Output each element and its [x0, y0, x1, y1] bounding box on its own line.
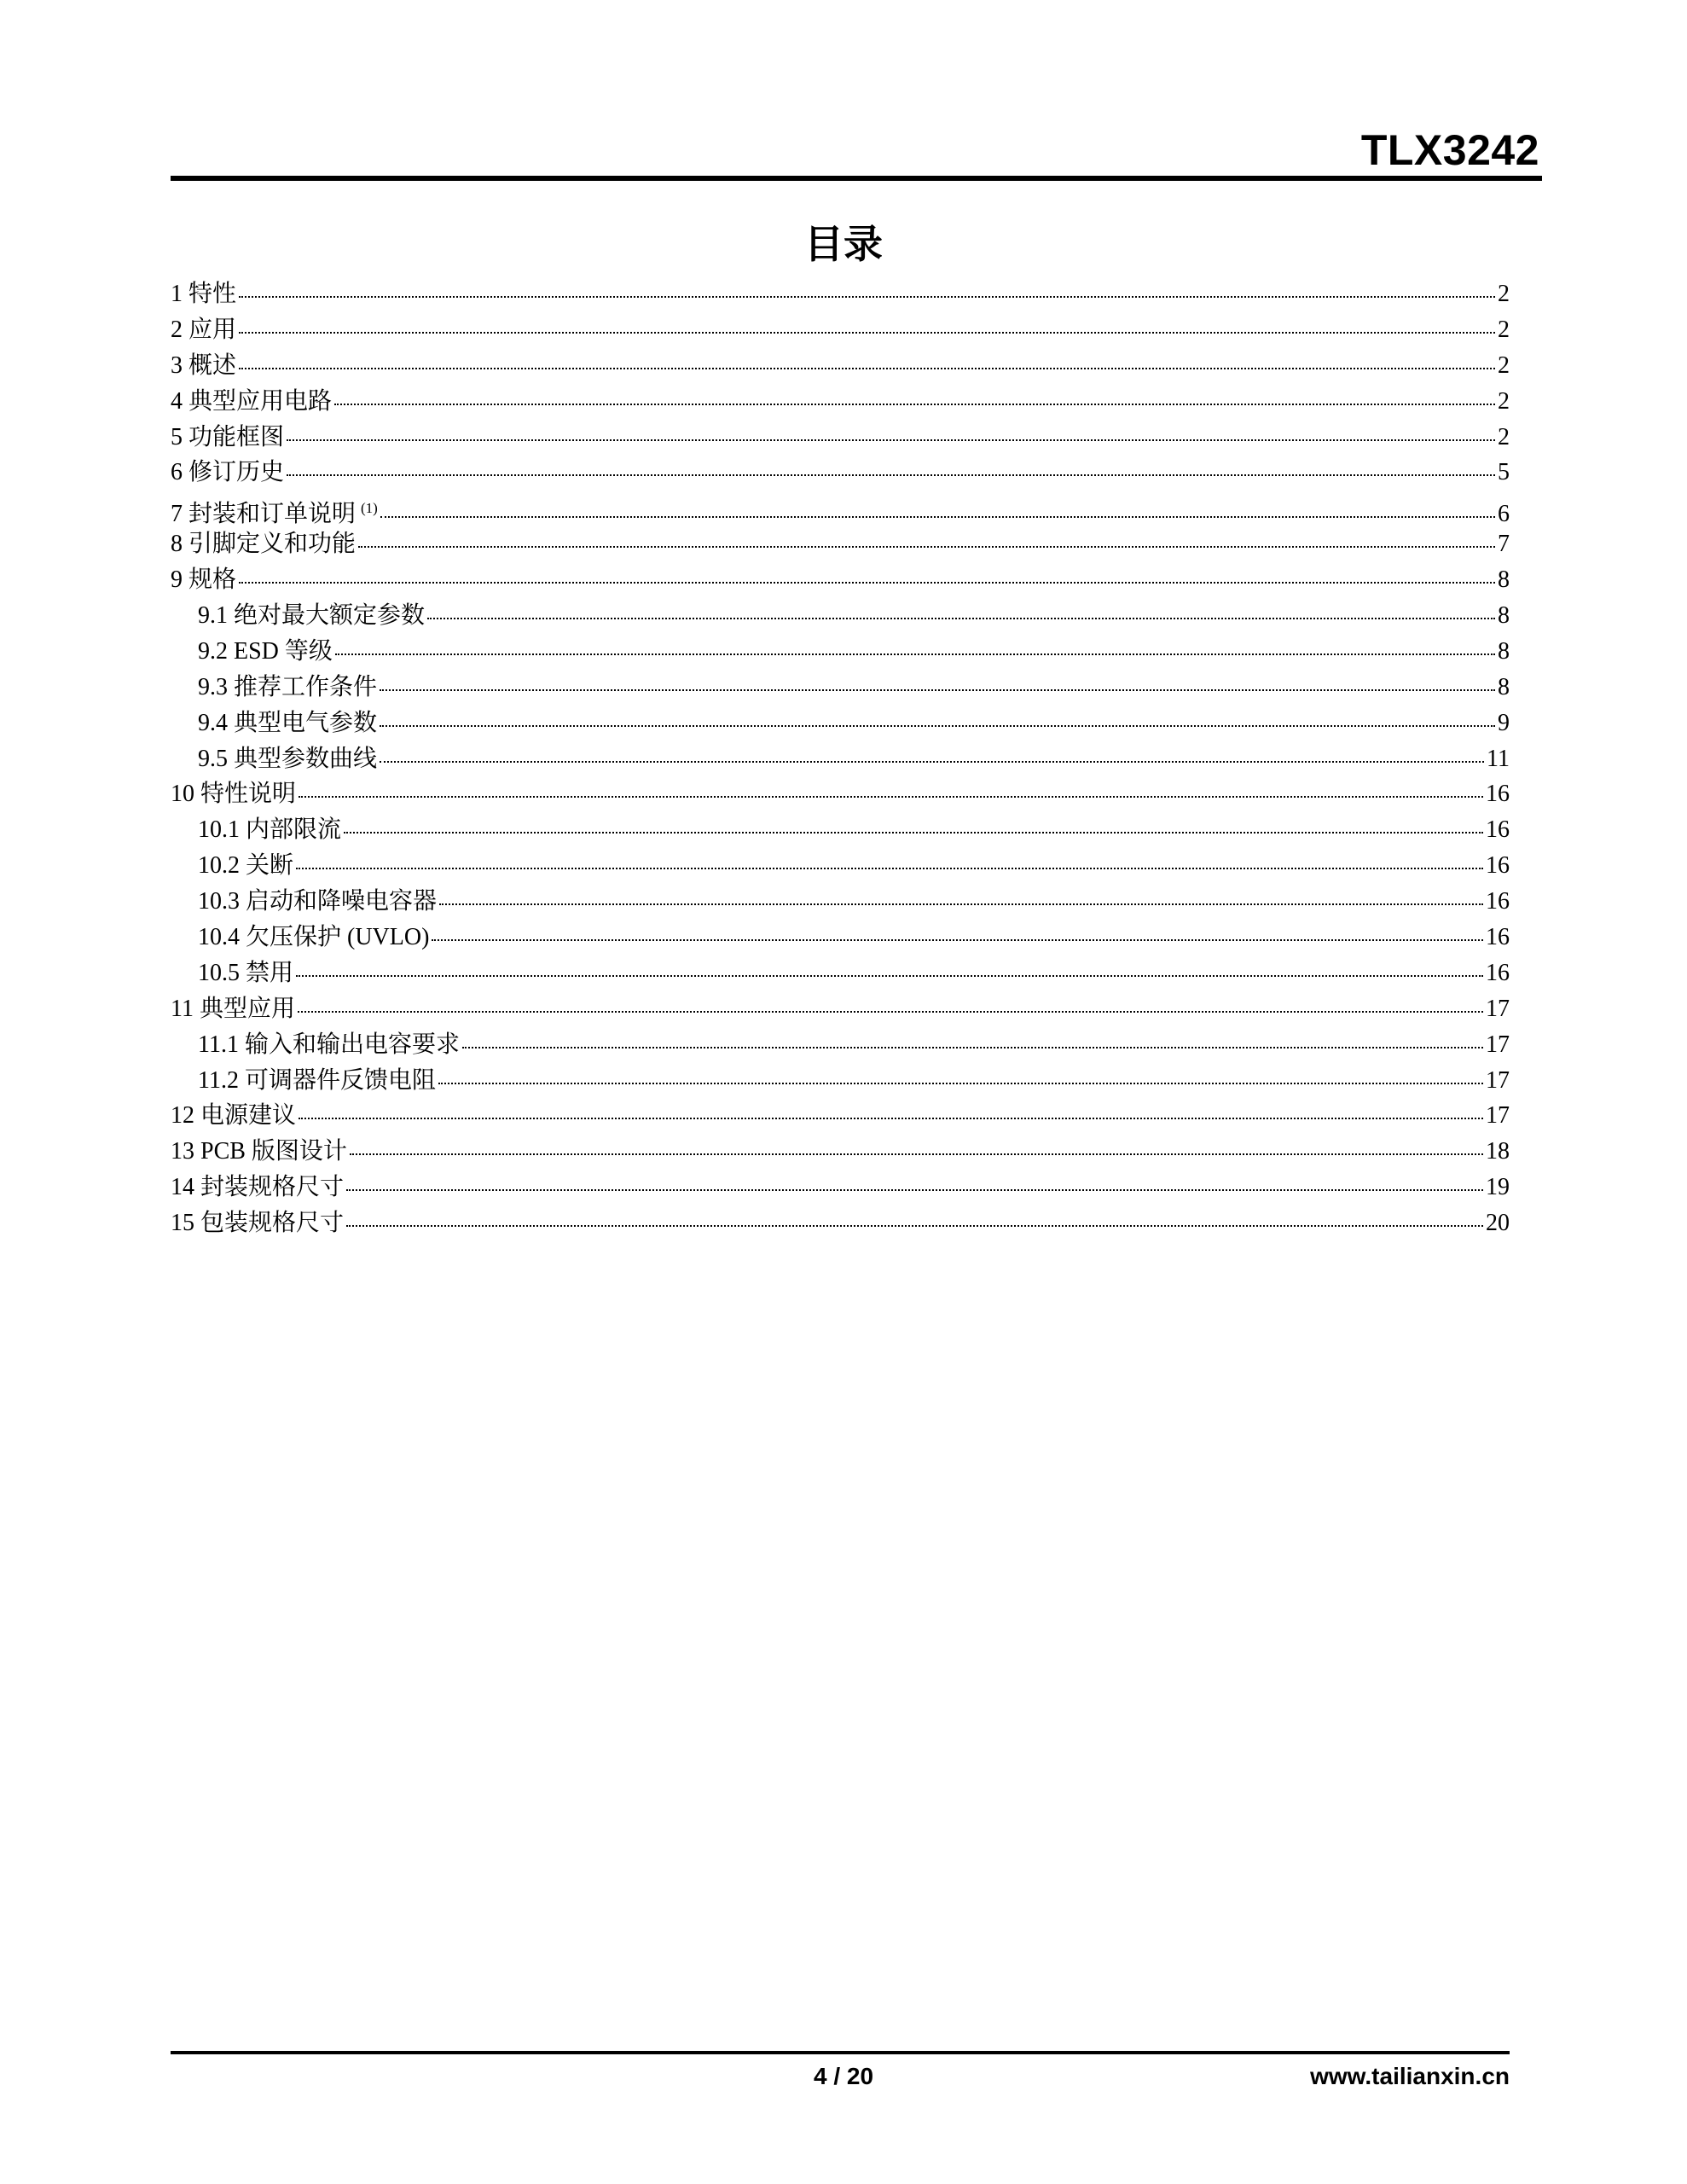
toc-dot-leader — [350, 1153, 1483, 1155]
toc-entry-label: 9.2 ESD 等级 — [198, 637, 333, 665]
toc-entry[interactable] — [171, 956, 1510, 991]
toc-entry[interactable] — [171, 741, 1510, 777]
toc-entry-label: 10.1 内部限流 — [198, 816, 342, 844]
toc-entry-page[interactable]: 8 — [1498, 637, 1510, 665]
toc-entry-label: 6 修订历史 — [171, 459, 285, 486]
toc-entry-title[interactable] — [198, 598, 425, 634]
toc-entry[interactable] — [171, 1027, 1510, 1063]
toc-dot-leader — [299, 1118, 1483, 1119]
toc-entry-page[interactable]: 17 — [1486, 1066, 1510, 1094]
toc-dot-leader — [346, 1225, 1483, 1227]
toc-entry-title[interactable] — [198, 956, 293, 991]
toc-dot-leader — [239, 368, 1495, 369]
table-of-contents — [171, 276, 1510, 1241]
toc-dot-leader — [358, 546, 1495, 548]
toc-entry-label: 11.1 输入和输出电容要求 — [198, 1031, 460, 1058]
toc-entry-page[interactable]: 17 — [1486, 1031, 1510, 1058]
toc-entry[interactable] — [171, 991, 1510, 1027]
toc-entry-page[interactable]: 8 — [1498, 673, 1510, 700]
toc-entry-title[interactable] — [198, 741, 377, 777]
toc-entry-title[interactable] — [198, 848, 293, 884]
toc-entry-label: 11 典型应用 — [171, 995, 295, 1022]
toc-entry-page[interactable]: 9 — [1498, 709, 1510, 736]
toc-entry[interactable] — [171, 670, 1510, 706]
toc-entry[interactable] — [171, 1205, 1510, 1241]
toc-entry-label: 8 引脚定义和功能 — [171, 531, 357, 558]
website-link[interactable]: www.tailianxin.cn — [1310, 2063, 1510, 2089]
toc-entry-page[interactable]: 5 — [1498, 459, 1510, 486]
toc-entry-footnote-mark: (1) — [361, 500, 378, 517]
toc-dot-leader — [239, 332, 1495, 334]
toc-entry[interactable] — [171, 491, 1510, 526]
toc-entry-title[interactable] — [171, 348, 236, 384]
toc-entry-page[interactable]: 7 — [1498, 531, 1510, 558]
toc-entry-title[interactable] — [171, 1098, 296, 1134]
toc-entry-label: 10 特性说明 — [171, 781, 297, 808]
toc-entry-title[interactable] — [171, 420, 284, 456]
toc-entry-page[interactable]: 16 — [1486, 924, 1510, 951]
toc-entry-title[interactable] — [198, 706, 377, 741]
toc-entry-title[interactable] — [198, 634, 333, 670]
toc-entry-label: 9.3 推荐工作条件 — [198, 673, 378, 700]
toc-entry[interactable] — [171, 384, 1510, 420]
toc-dot-leader — [296, 868, 1483, 869]
toc-entry[interactable] — [171, 562, 1510, 598]
toc-entry-title[interactable] — [198, 1063, 436, 1099]
page-number: 4 / 20 — [813, 2063, 874, 2089]
toc-entry-label: 10.5 禁用 — [198, 959, 294, 986]
toc-entry-label: 10.4 欠压保护 (UVLO) — [198, 924, 430, 951]
toc-entry-page[interactable]: 16 — [1486, 816, 1510, 844]
toc-dot-leader — [380, 761, 1484, 763]
toc-entry-label: 9.4 典型电气参数 — [198, 709, 378, 736]
toc-entry-page[interactable]: 11 — [1487, 745, 1510, 772]
toc-dot-leader — [335, 653, 1495, 655]
toc-entry-title[interactable] — [171, 384, 332, 420]
toc-dot-leader — [299, 796, 1483, 798]
toc-entry-page[interactable]: 17 — [1486, 1102, 1510, 1130]
toc-dot-leader — [438, 1083, 1483, 1084]
toc-dot-leader — [239, 582, 1495, 584]
toc-entry-label: 5 功能框图 — [171, 423, 285, 450]
toc-entry-title[interactable] — [171, 1134, 347, 1170]
toc-dot-leader — [346, 1189, 1483, 1191]
toc-entry[interactable] — [171, 920, 1510, 956]
toc-entry-label: 13 PCB 版图设计 — [171, 1138, 347, 1165]
toc-entry-label: 14 封装规格尺寸 — [171, 1174, 345, 1201]
toc-entry-label: 15 包装规格尺寸 — [171, 1210, 345, 1237]
toc-dot-leader — [432, 939, 1483, 941]
toc-entry-label: 3 概述 — [171, 351, 237, 379]
toc-entry-label: 7 封装和订单说明 — [171, 501, 357, 528]
toc-entry-title[interactable] — [171, 276, 236, 312]
header-divider — [171, 176, 1542, 181]
toc-entry-page[interactable]: 17 — [1486, 995, 1510, 1022]
toc-entry-page[interactable]: 6 — [1498, 501, 1510, 528]
toc-entry-page[interactable]: 8 — [1498, 566, 1510, 594]
toc-entry-title[interactable] — [198, 670, 377, 706]
toc-entry[interactable] — [171, 1134, 1510, 1170]
toc-entry-page[interactable]: 18 — [1486, 1138, 1510, 1165]
footer-divider — [171, 2051, 1510, 2054]
toc-dot-leader — [287, 474, 1495, 476]
toc-entry-page[interactable]: 16 — [1486, 959, 1510, 986]
toc-dot-leader — [380, 516, 1495, 518]
toc-entry-title[interactable] — [171, 1205, 344, 1241]
toc-entry-page[interactable]: 16 — [1486, 781, 1510, 808]
toc-dot-leader — [439, 903, 1483, 905]
toc-entry-title[interactable] — [171, 562, 236, 598]
toc-entry-label: 4 典型应用电路 — [171, 387, 333, 415]
toc-entry-title[interactable] — [171, 1170, 344, 1205]
toc-entry-page[interactable]: 8 — [1498, 602, 1510, 630]
toc-dot-leader — [344, 832, 1483, 834]
toc-entry-title[interactable] — [198, 920, 429, 956]
toc-entry-label: 10.3 启动和降噪电容器 — [198, 888, 438, 915]
document-part-number: TLX3242 — [1360, 126, 1539, 174]
toc-entry-title[interactable] — [171, 776, 296, 812]
toc-dot-leader — [334, 404, 1495, 405]
toc-dot-leader — [380, 725, 1495, 727]
toc-entry[interactable] — [171, 312, 1510, 348]
toc-entry-title[interactable] — [171, 991, 295, 1027]
toc-dot-leader — [298, 1011, 1483, 1013]
toc-entry[interactable] — [171, 848, 1510, 884]
toc-entry[interactable] — [171, 598, 1510, 634]
toc-entry-page[interactable]: 2 — [1498, 387, 1510, 415]
toc-entry-title[interactable] — [171, 526, 356, 562]
toc-entry[interactable] — [171, 1063, 1510, 1099]
toc-entry-page[interactable]: 2 — [1498, 281, 1510, 307]
toc-entry-label: 2 应用 — [171, 316, 237, 343]
toc-entry-page[interactable]: 16 — [1486, 888, 1510, 915]
toc-entry-title[interactable] — [171, 455, 284, 491]
toc-entry-page[interactable]: 20 — [1486, 1210, 1510, 1237]
toc-dot-leader — [380, 689, 1495, 691]
toc-entry-title[interactable] — [198, 1027, 460, 1063]
toc-entry-label: 1 特性 — [171, 281, 237, 307]
toc-dot-leader — [239, 296, 1495, 298]
toc-entry-page[interactable]: 16 — [1486, 852, 1510, 880]
toc-entry-label: 11.2 可调器件反馈电阻 — [198, 1066, 436, 1094]
toc-entry[interactable] — [171, 812, 1510, 848]
toc-entry[interactable] — [171, 348, 1510, 384]
toc-dot-leader — [462, 1047, 1483, 1048]
toc-entry-label: 9.1 绝对最大额定参数 — [198, 602, 426, 630]
toc-dot-leader — [296, 975, 1483, 977]
toc-entry-label: 10.2 关断 — [198, 852, 294, 880]
toc-dot-leader — [427, 618, 1495, 619]
toc-entry[interactable] — [171, 776, 1510, 812]
toc-entry-label: 9.5 典型参数曲线 — [198, 745, 378, 772]
toc-entry-page[interactable]: 2 — [1498, 351, 1510, 379]
toc-entry-page[interactable]: 19 — [1486, 1174, 1510, 1201]
toc-entry-title[interactable] — [198, 884, 437, 920]
toc-dot-leader — [287, 439, 1495, 441]
toc-entry-title[interactable] — [171, 312, 236, 348]
toc-entry[interactable] — [171, 634, 1510, 670]
toc-entry-title[interactable] — [198, 812, 341, 848]
toc-entry-label: 12 电源建议 — [171, 1102, 297, 1130]
toc-entry[interactable] — [171, 884, 1510, 920]
toc-entry[interactable] — [171, 1170, 1510, 1205]
toc-entry-page[interactable]: 2 — [1498, 316, 1510, 343]
toc-entry[interactable] — [171, 455, 1510, 491]
toc-entry-page[interactable]: 2 — [1498, 423, 1510, 450]
toc-entry-label: 9 规格 — [171, 566, 237, 594]
toc-entry[interactable] — [171, 706, 1510, 741]
toc-entry[interactable] — [171, 1098, 1510, 1134]
toc-entry[interactable] — [171, 276, 1510, 312]
toc-entry[interactable] — [171, 420, 1510, 456]
toc-heading: 目录 — [804, 221, 883, 267]
